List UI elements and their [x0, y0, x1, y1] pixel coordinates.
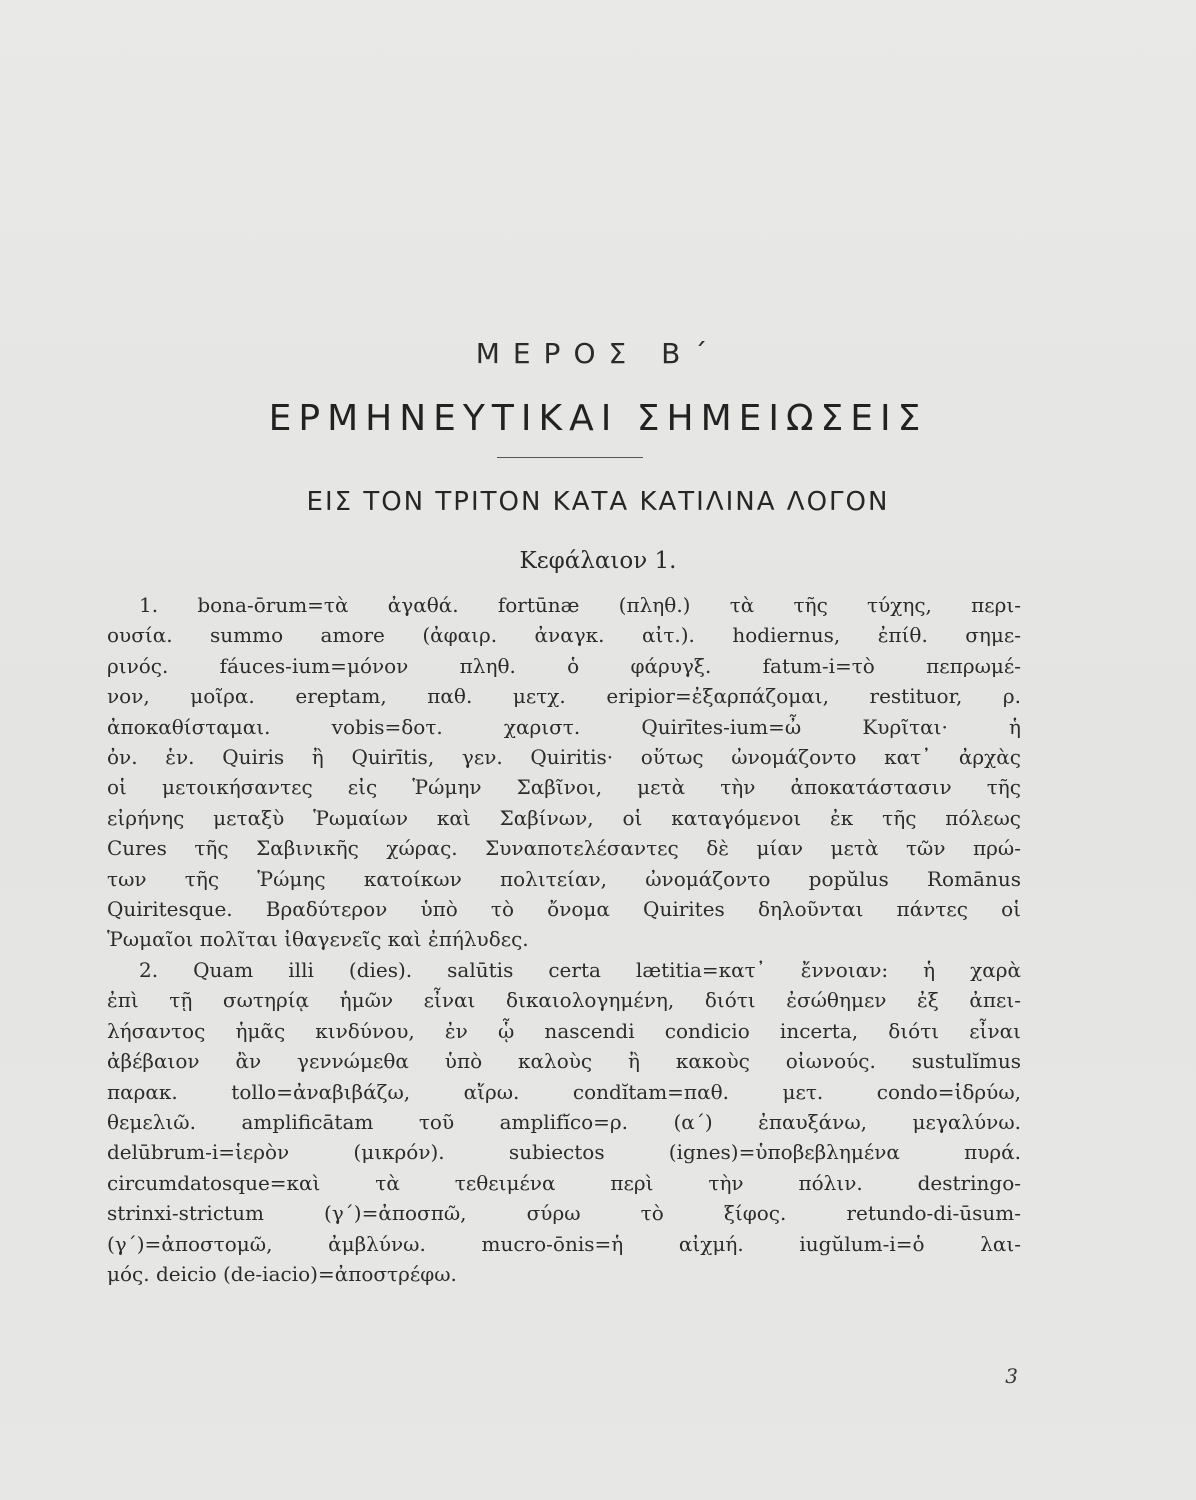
- text-line: ουσία. summo amore (ἀφαιρ. ἀναγκ. αἰτ.). hodiernus, ἐπίθ. σημε-: [107, 623, 1021, 648]
- text-line: Ῥωμαῖοι πολῖται ἰθαγενεῖς καὶ ἐπήλυδες.: [107, 927, 529, 952]
- text-line: delūbrum-i=ἱερὸν (μικρόν). subiectos (ignes)=ὑποβεβλημένα πυρά.: [107, 1140, 1021, 1165]
- page-number: 3: [1005, 1364, 1018, 1388]
- paragraph-2: [107, 955, 1021, 1289]
- text-line: circumdatosque=καὶ τὰ τεθειμένα περὶ τὴν πόλιν. destringo-: [107, 1170, 1021, 1195]
- text-line: εἰρήνης μεταξὺ Ῥωμαίων καὶ Σαβίνων, οἱ καταγόμενοι ἐκ τῆς πόλεως: [107, 805, 1021, 830]
- text-line: οἱ μετοικήσαντες εἰς Ῥώμην Σαβῖνοι, μετὰ τὴν ἀποκατάστασιν τῆς: [107, 775, 1021, 800]
- title-divider: [497, 457, 643, 458]
- chapter-heading: Κεφάλαιον 1.: [519, 548, 677, 574]
- text-line: 1. bona-ōrum=τὰ ἀγαθά. fortūnæ (πληθ.) τὰ τῆς τύχης, περι-: [139, 593, 1021, 617]
- text-line: ἀποκαθίσταμαι. vobis=δοτ. χαριστ. Quirītes-ium=ὦ Κυρῖται· ἡ: [107, 714, 1021, 739]
- text-line: ἐπὶ τῇ σωτηρίᾳ ἡμῶν εἶναι δικαιολογημένη, διότι ἐσώθημεν ἐξ ἀπει-: [107, 988, 1021, 1013]
- text-line: ἀβέβαιον ἂν γεννώμεθα ὑπὸ καλοὺς ἢ κακοὺς οἰωνούς. sustulĭmus: [107, 1049, 1021, 1074]
- text-line: μός. deicio (de-iacio)=ἀποστρέφω.: [107, 1261, 457, 1286]
- text-line: ρινός. fáuces-ium=μόνον πληθ. ὁ φάρυγξ. fatum-i=τὸ πεπρωμέ-: [107, 653, 1021, 678]
- text-line: λήσαντος ἡμᾶς κινδύνου, ἐν ᾧ nascendi condicio incerta, διότι εἶναι: [107, 1018, 1021, 1043]
- text-line: θεμελιῶ. amplificātam τοῦ amplifĭco=ρ. (α΄) ἐπαυξάνω, μεγαλύνω.: [107, 1109, 1021, 1134]
- text-line: 2. Quam illi (dies). salūtis certa lætitia=κατ᾽ ἔννοιαν: ἡ χαρὰ: [139, 957, 1021, 982]
- text-line: των τῆς Ῥώμης κατοίκων πολιτείαν, ὠνομάζοντο popŭlus Romānus: [107, 866, 1021, 891]
- text-line: ὀν. ἑν. Quiris ἢ Quirītis, γεν. Quiritis· οὕτως ὠνομάζοντο κατ᾽ ἀρχὰς: [107, 745, 1021, 770]
- text-line: παρακ. tollo=ἀναβιβάζω, αἴρω. condĭtam=παθ. μετ. condo=ἱδρύω,: [107, 1079, 1021, 1104]
- text-line: strinxi-strictum (γ΄)=ἀποσπῶ, σύρω τὸ ξίφος. retundo-di-ūsum-: [107, 1201, 1021, 1226]
- main-title: ΕΡΜΗΝΕΥΤΙΚΑΙ ΣΗΜΕΙΩΣΕΙΣ: [268, 398, 928, 439]
- text-line: (γ΄)=ἀποστομῶ, ἀμβλύνω. mucro-ōnis=ἡ αἰχμή. iugŭlum-i=ὁ λαι-: [107, 1231, 1021, 1256]
- part-label: ΜΕΡΟΣ Β΄: [475, 337, 721, 370]
- text-line: Cures τῆς Σαβινικῆς χώρας. Συναποτελέσαντες δὲ μίαν μετὰ τῶν πρώ-: [107, 836, 1021, 861]
- subtitle: ΕΙΣ ΤΟΝ ΤΡΙΤΟΝ ΚΑΤΑ ΚΑΤΙΛΙΝΑ ΛΟΓΟΝ: [306, 487, 890, 517]
- text-line: νον, μοῖρα. ereptam, παθ. μετχ. eripior=ἐξαρπάζομαι, restituor, ρ.: [107, 684, 1021, 709]
- body-text: [107, 590, 1021, 1289]
- text-line: Quiritesque. Βραδύτερον ὑπὸ τὸ ὄνομα Quirites δηλοῦνται πάντες οἱ: [107, 897, 1021, 922]
- paragraph-1: [107, 590, 1021, 955]
